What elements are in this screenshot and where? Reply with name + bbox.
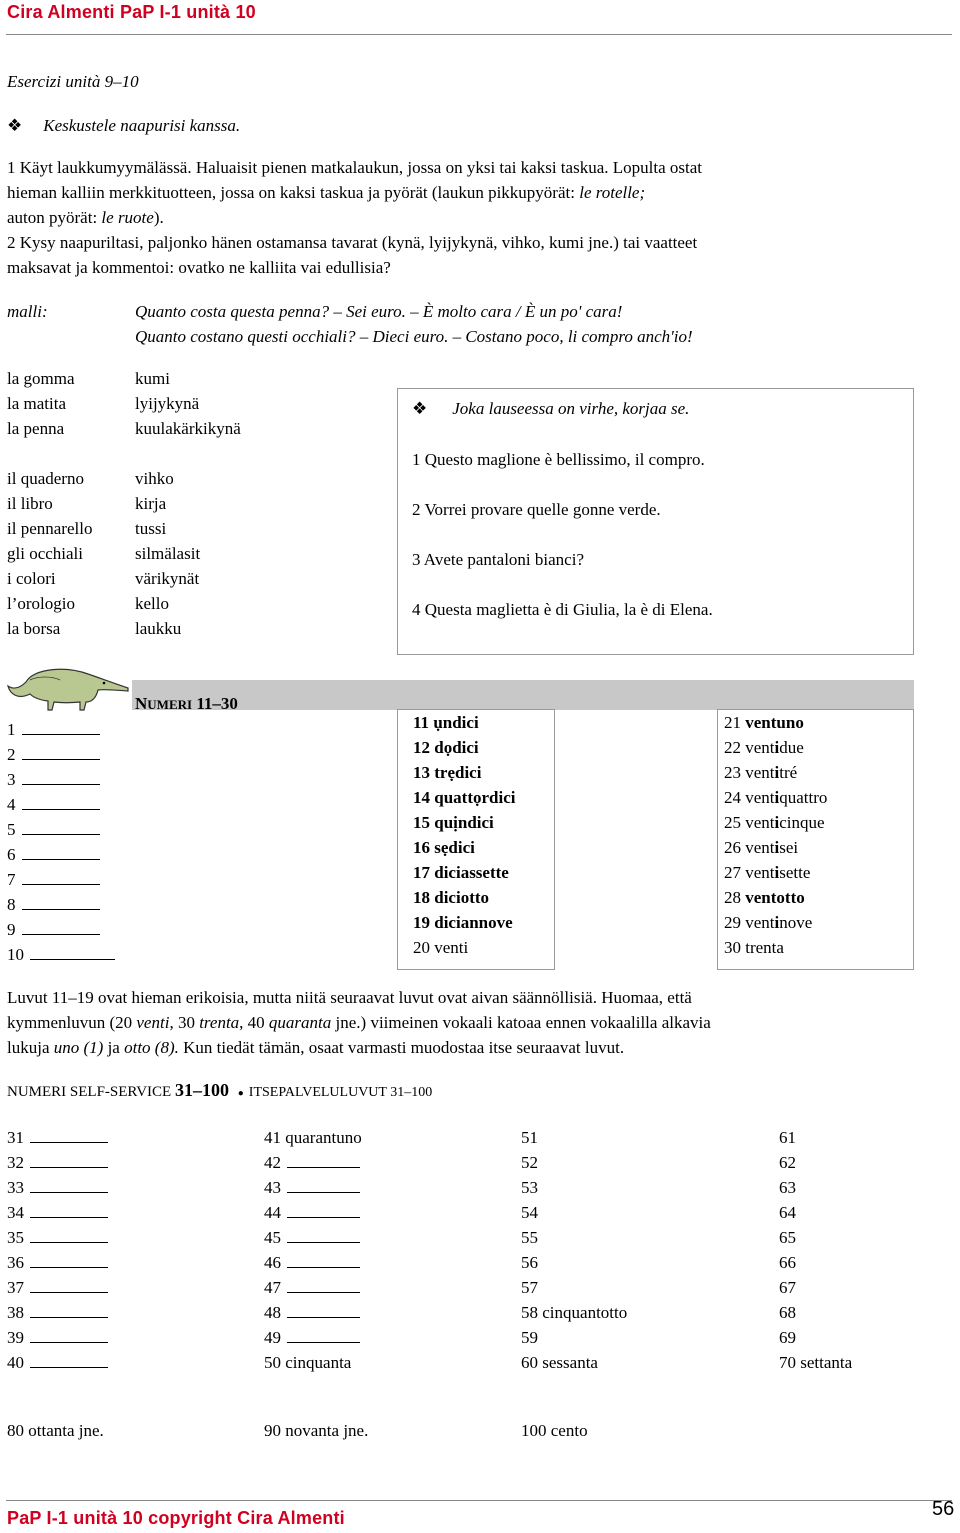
grid-cell <box>521 1203 538 1223</box>
grid-cell <box>521 1278 538 1298</box>
grid-cell <box>7 1303 108 1323</box>
blank-number: 1 <box>7 720 16 739</box>
correction-item: 3 Avete pantaloni bianci? <box>412 550 584 569</box>
p3-l2c: , 30 <box>169 1013 200 1032</box>
grid-number: 68 <box>779 1303 796 1322</box>
p3-l3d: otto (8). <box>124 1038 179 1057</box>
number-row <box>724 935 827 960</box>
answer-blank[interactable] <box>287 1279 360 1293</box>
grid-number: 51 <box>521 1128 538 1147</box>
grid-word: quarantuno <box>285 1128 362 1147</box>
answer-blank[interactable] <box>30 1354 108 1368</box>
grid-cell <box>779 1253 796 1273</box>
number-part: 27 vent <box>724 863 775 882</box>
blank-number: 10 <box>7 945 24 964</box>
number-part: 29 vent <box>724 913 775 932</box>
vocab-finnish: silmälasit <box>135 544 201 563</box>
grid-cell <box>521 1128 538 1148</box>
answer-blank[interactable] <box>30 1304 108 1318</box>
grid-number: 62 <box>779 1153 796 1172</box>
para3-line1: Luvut 11–19 ovat hieman erikoisia, mutta niitä seuraavat luvut ovat aivan säännöllisiä. Huomaa, että <box>7 988 692 1007</box>
grid-number: 55 <box>521 1228 538 1247</box>
answer-blank[interactable] <box>30 1254 108 1268</box>
number-part: 21 <box>724 713 741 732</box>
grid-number: 56 <box>521 1253 538 1272</box>
grid-number: 69 <box>779 1328 796 1347</box>
blank-row <box>7 945 115 965</box>
para1-line3 <box>7 208 164 228</box>
answer-blank[interactable] <box>30 946 115 960</box>
grid-number: 60 <box>521 1353 538 1372</box>
blank-number: 7 <box>7 870 16 889</box>
answer-blank[interactable] <box>22 821 100 835</box>
grid-cell <box>264 1203 360 1223</box>
p3-l2d: trenta <box>199 1013 240 1032</box>
tail-item: 90 novanta jne. <box>264 1421 369 1440</box>
number-row <box>413 810 515 835</box>
grid-number: 31 <box>7 1128 24 1147</box>
number-row <box>413 935 515 960</box>
grid-cell <box>521 1303 627 1323</box>
grid-number: 45 <box>264 1228 281 1247</box>
numeri-title-rest: UMERI <box>147 697 193 712</box>
grid-cell <box>779 1278 796 1298</box>
p3-l3c: ja <box>103 1038 125 1057</box>
correction-item: 4 Questa maglietta è di Giulia, la è di Elena. <box>412 600 713 619</box>
answer-blank[interactable] <box>22 846 100 860</box>
answer-blank[interactable] <box>30 1179 108 1193</box>
vocab-finnish: kello <box>135 594 169 613</box>
numeri-title-first: N <box>135 694 148 713</box>
grid-number: 66 <box>779 1253 796 1272</box>
grid-number: 36 <box>7 1253 24 1272</box>
model-line1: Quanto costa questa penna? – Sei euro. – È molto cara / È un po' cara! <box>135 302 623 321</box>
number-part: sei <box>779 838 799 857</box>
answer-blank[interactable] <box>287 1254 360 1268</box>
grid-word: cinquanta <box>285 1353 352 1372</box>
blank-number: 5 <box>7 820 16 839</box>
answer-blank[interactable] <box>30 1129 108 1143</box>
correction-title <box>412 399 689 419</box>
answer-blank[interactable] <box>22 746 100 760</box>
blank-number: 3 <box>7 770 16 789</box>
answer-blank[interactable] <box>30 1279 108 1293</box>
grid-cell <box>779 1228 796 1248</box>
numbers-21-30-box <box>717 709 914 970</box>
grid-cell <box>264 1253 360 1273</box>
model-line2: Quanto costano questi occhiali? – Dieci euro. – Costano poco, li compro anch'io! <box>135 327 693 346</box>
vocab-italian: gli occhiali <box>7 544 84 563</box>
vocab-italian: il quaderno <box>7 469 84 488</box>
blank-number: 4 <box>7 795 16 814</box>
vocab-finnish: kirja <box>135 494 167 513</box>
grid-number: 49 <box>264 1328 281 1347</box>
grid-cell <box>521 1178 538 1198</box>
tail-item: 100 cento <box>521 1421 588 1440</box>
number-part: 25 vent <box>724 813 775 832</box>
number-digit: 20 <box>413 938 430 957</box>
number-row <box>724 810 827 835</box>
para2-line1: 2 Kysy naapuriltasi, paljonko hänen ostamansa tavarat (kynä, lyijykynä, vihko, kumi jne.) tai vaatteet <box>7 233 698 252</box>
answer-blank[interactable] <box>22 871 100 885</box>
p3-l2f: quaranta <box>268 1013 332 1032</box>
correction-box <box>397 388 914 655</box>
grid-number: 70 <box>779 1353 796 1372</box>
blank-number: 6 <box>7 845 16 864</box>
number-word: venti <box>434 938 469 957</box>
answer-blank[interactable] <box>30 1154 108 1168</box>
grid-number: 37 <box>7 1278 24 1297</box>
model-label: malli: <box>7 302 48 321</box>
number-part: quattro <box>779 788 828 807</box>
correction-item: 1 Questo maglione è bellissimo, il compro. <box>412 450 705 469</box>
grid-cell <box>264 1278 360 1298</box>
number-part-bold: i <box>774 813 780 832</box>
answer-blank[interactable] <box>22 921 100 935</box>
grid-number: 38 <box>7 1303 24 1322</box>
para1-l3a: auton pyörät: <box>7 208 102 227</box>
grid-cell <box>521 1253 538 1273</box>
number-part-bold: i <box>774 913 780 932</box>
grid-cell <box>521 1353 598 1373</box>
number-row <box>413 710 515 735</box>
vocab-italian: il pennarello <box>7 519 93 538</box>
number-digit: 13 <box>413 763 430 782</box>
number-digit: 11 <box>413 713 430 732</box>
number-part: 24 vent <box>724 788 775 807</box>
number-row <box>413 910 515 935</box>
grid-word: sessanta <box>542 1353 598 1372</box>
grid-cell <box>521 1328 538 1348</box>
para1-line1: 1 Käyt laukkumyymälässä. Haluaisit pienen matkalaukun, jossa on yksi tai kaksi taskua. Lopulta ostat <box>7 158 702 177</box>
para3-line3 <box>7 1038 624 1058</box>
number-part: 28 <box>724 888 741 907</box>
vocab-finnish: värikynät <box>135 569 200 588</box>
grid-number: 47 <box>264 1278 281 1297</box>
anteater-icon <box>4 658 132 713</box>
vocab-italian: l’orologio <box>7 594 75 613</box>
grid-cell <box>7 1128 108 1148</box>
grid-cell <box>7 1253 108 1273</box>
number-word: diciassette <box>434 863 509 882</box>
diamond-bullet-icon: ❖ <box>412 399 428 418</box>
para1-l2a: hieman kalliin merkkituotteen, jossa on kaksi taskua ja pyörät (laukun pikkupyörät: <box>7 183 580 202</box>
grid-number: 42 <box>264 1153 281 1172</box>
numeri-title <box>135 694 238 714</box>
p3-l3a: lukuja <box>7 1038 54 1057</box>
grid-number: 63 <box>779 1178 796 1197</box>
header-rule <box>6 34 952 35</box>
para3-line2 <box>7 1013 711 1033</box>
number-part-bold: i <box>774 763 780 782</box>
grid-cell <box>779 1153 796 1173</box>
grid-number: 54 <box>521 1203 538 1222</box>
blank-row <box>7 895 100 915</box>
number-word: ụndici <box>433 713 479 732</box>
number-part-bold: i <box>774 863 780 882</box>
blank-row <box>7 720 100 740</box>
grid-cell <box>264 1353 351 1373</box>
grid-cell <box>779 1128 796 1148</box>
number-word: quịndici <box>434 813 494 832</box>
vocab-finnish: vihko <box>135 469 174 488</box>
blank-row <box>7 770 100 790</box>
grid-cell <box>7 1153 108 1173</box>
grid-number: 61 <box>779 1128 796 1147</box>
answer-blank[interactable] <box>287 1329 360 1343</box>
footer-rule <box>6 1500 952 1501</box>
number-part-bold: i <box>774 738 780 757</box>
grid-cell <box>779 1328 796 1348</box>
number-word: diciannove <box>434 913 513 932</box>
p3-l2a: kymmenluvun (20 <box>7 1013 137 1032</box>
number-row <box>724 760 827 785</box>
vocab-italian: i colori <box>7 569 56 588</box>
number-part-bold: ventotto <box>745 888 805 907</box>
number-digit: 12 <box>413 738 430 757</box>
number-row <box>724 785 827 810</box>
grid-number: 59 <box>521 1328 538 1347</box>
answer-blank[interactable] <box>30 1329 108 1343</box>
number-part: nove <box>779 913 813 932</box>
page-number: 56 <box>932 1498 955 1520</box>
vocab-finnish: laukku <box>135 619 182 638</box>
number-part: due <box>779 738 804 757</box>
blank-number: 9 <box>7 920 16 939</box>
p3-l2g: jne.) viimeinen vokaali katoaa ennen vokaalilla alkavia <box>331 1013 711 1032</box>
blank-row <box>7 920 100 940</box>
para1-l3c: ). <box>153 208 164 227</box>
grid-number: 39 <box>7 1328 24 1347</box>
grid-word: settanta <box>800 1353 853 1372</box>
number-word: sẹdici <box>434 838 475 857</box>
grid-cell <box>264 1228 360 1248</box>
answer-blank[interactable] <box>287 1154 360 1168</box>
grid-cell <box>7 1278 108 1298</box>
task1 <box>7 116 240 136</box>
number-digit: 17 <box>413 863 430 882</box>
answer-blank[interactable] <box>287 1204 360 1218</box>
vocab-finnish: lyijykynä <box>135 394 200 413</box>
grid-cell <box>521 1153 538 1173</box>
grid-number: 50 <box>264 1353 281 1372</box>
number-row <box>413 785 515 810</box>
number-digit: 16 <box>413 838 430 857</box>
numbers-11-20-list <box>413 710 516 957</box>
grid-number: 64 <box>779 1203 796 1222</box>
number-part: cinque <box>779 813 825 832</box>
diamond-bullet-icon: ❖ <box>7 116 23 135</box>
vocab-italian: il libro <box>7 494 53 513</box>
grid-number: 44 <box>264 1203 281 1222</box>
numbers-21-30-list <box>724 710 828 957</box>
self-service-b: 31–100 <box>174 1080 229 1100</box>
number-digit: 19 <box>413 913 430 932</box>
number-word: trẹdici <box>434 763 482 782</box>
grid-cell <box>7 1328 108 1348</box>
grid-cell <box>264 1128 362 1148</box>
p3-l3b: uno (1) <box>53 1038 104 1057</box>
grid-number: 34 <box>7 1203 24 1222</box>
grid-cell <box>264 1178 360 1198</box>
number-digit: 14 <box>413 788 430 807</box>
p3-l3e: Kun tiedät tämän, osaat varmasti muodostaa itse seuraavat luvut. <box>178 1038 625 1057</box>
answer-blank[interactable] <box>287 1304 360 1318</box>
correction-title-text: Joka lauseessa on virhe, korjaa se. <box>452 399 690 418</box>
grid-number: 48 <box>264 1303 281 1322</box>
bullet-dot-icon: ● <box>237 1088 244 1099</box>
correction-item: 2 Vorrei provare quelle gonne verde. <box>412 500 661 519</box>
self-service-title <box>7 1080 432 1101</box>
number-part-bold: i <box>774 838 780 857</box>
number-part: 23 vent <box>724 763 775 782</box>
number-row <box>413 885 515 910</box>
grid-number: 43 <box>264 1178 281 1197</box>
grid-number: 41 <box>264 1128 281 1147</box>
grid-number: 65 <box>779 1228 796 1247</box>
number-word: diciotto <box>434 888 490 907</box>
number-digit: 15 <box>413 813 430 832</box>
answer-blank[interactable] <box>22 771 100 785</box>
answer-blank[interactable] <box>30 1229 108 1243</box>
grid-word: cinquantotto <box>542 1303 628 1322</box>
answer-blank[interactable] <box>22 796 100 810</box>
grid-number: 40 <box>7 1353 24 1372</box>
number-part: 30 trenta <box>724 938 784 957</box>
task1-text: Keskustele naapurisi kanssa. <box>43 116 241 135</box>
numbers-11-20-box <box>397 709 555 970</box>
grid-cell <box>779 1203 796 1223</box>
p3-l2e: , 40 <box>239 1013 269 1032</box>
answer-blank[interactable] <box>22 896 100 910</box>
para1-line2 <box>7 183 645 203</box>
blank-row <box>7 795 100 815</box>
vocab-italian: la gomma <box>7 369 75 388</box>
number-part-bold: ventuno <box>745 713 804 732</box>
answer-blank[interactable] <box>30 1204 108 1218</box>
number-part: 26 vent <box>724 838 775 857</box>
answer-blank[interactable] <box>22 721 100 735</box>
blank-row <box>7 870 100 890</box>
grid-number: 67 <box>779 1278 796 1297</box>
grid-cell <box>7 1178 108 1198</box>
number-row <box>413 835 515 860</box>
number-part: tré <box>779 763 798 782</box>
self-service-a: NUMERI SELF-SERVICE <box>7 1084 175 1100</box>
grid-cell <box>521 1228 538 1248</box>
grid-number: 53 <box>521 1178 538 1197</box>
grid-number: 33 <box>7 1178 24 1197</box>
number-part: 22 vent <box>724 738 775 757</box>
number-row <box>724 910 827 935</box>
grid-number: 58 <box>521 1303 538 1322</box>
footer-text: PaP I-1 unità 10 copyright Cira Almenti <box>7 1508 345 1528</box>
number-row <box>724 885 827 910</box>
grid-cell <box>779 1303 796 1323</box>
grid-number: 35 <box>7 1228 24 1247</box>
vocab-finnish: kuulakärkikynä <box>135 419 241 438</box>
blank-row <box>7 820 100 840</box>
tail-item: 80 ottanta jne. <box>7 1421 104 1440</box>
vocab-italian: la penna <box>7 419 65 438</box>
number-digit: 18 <box>413 888 430 907</box>
grid-number: 32 <box>7 1153 24 1172</box>
blank-number: 8 <box>7 895 16 914</box>
para2-line2: maksavat ja kommentoi: ovatko ne kalliita vai edullisia? <box>7 258 391 277</box>
number-word: dọdici <box>434 738 479 757</box>
blank-row <box>7 745 100 765</box>
grid-number: 57 <box>521 1278 538 1297</box>
number-part: sette <box>779 863 811 882</box>
vocab-italian: la borsa <box>7 619 61 638</box>
numeri-title-range: 11–30 <box>196 694 238 713</box>
number-row <box>413 860 515 885</box>
grid-cell <box>7 1203 108 1223</box>
blank-row <box>7 845 100 865</box>
vocab-finnish: kumi <box>135 369 170 388</box>
grid-cell <box>264 1328 360 1348</box>
number-part-bold: i <box>774 788 780 807</box>
number-row <box>724 735 827 760</box>
number-row <box>413 735 515 760</box>
para1-l2b: le rotelle; <box>579 183 646 202</box>
number-row <box>413 760 515 785</box>
vocab-finnish: tussi <box>135 519 167 538</box>
vocab-italian: la matita <box>7 394 67 413</box>
header-title: Cira Almenti PaP I-1 unità 10 <box>7 2 256 22</box>
grid-cell <box>264 1303 360 1323</box>
number-row <box>724 835 827 860</box>
grid-cell <box>779 1353 852 1373</box>
para1-l3b: le ruote <box>101 208 154 227</box>
number-word: quattọrdici <box>434 788 516 807</box>
grid-number: 52 <box>521 1153 538 1172</box>
section-title: Esercizi unità 9–10 <box>7 72 139 91</box>
answer-blank[interactable] <box>287 1229 360 1243</box>
grid-number: 46 <box>264 1253 281 1272</box>
self-service-c: ITSEPALVELULUVUT 31–100 <box>248 1085 433 1100</box>
answer-blank[interactable] <box>287 1179 360 1193</box>
number-row <box>724 860 827 885</box>
blank-number: 2 <box>7 745 16 764</box>
grid-cell <box>264 1153 360 1173</box>
grid-cell <box>7 1228 108 1248</box>
number-row <box>724 710 827 735</box>
p3-l2b: venti <box>136 1013 170 1032</box>
grid-cell <box>779 1178 796 1198</box>
grid-cell <box>7 1353 108 1373</box>
